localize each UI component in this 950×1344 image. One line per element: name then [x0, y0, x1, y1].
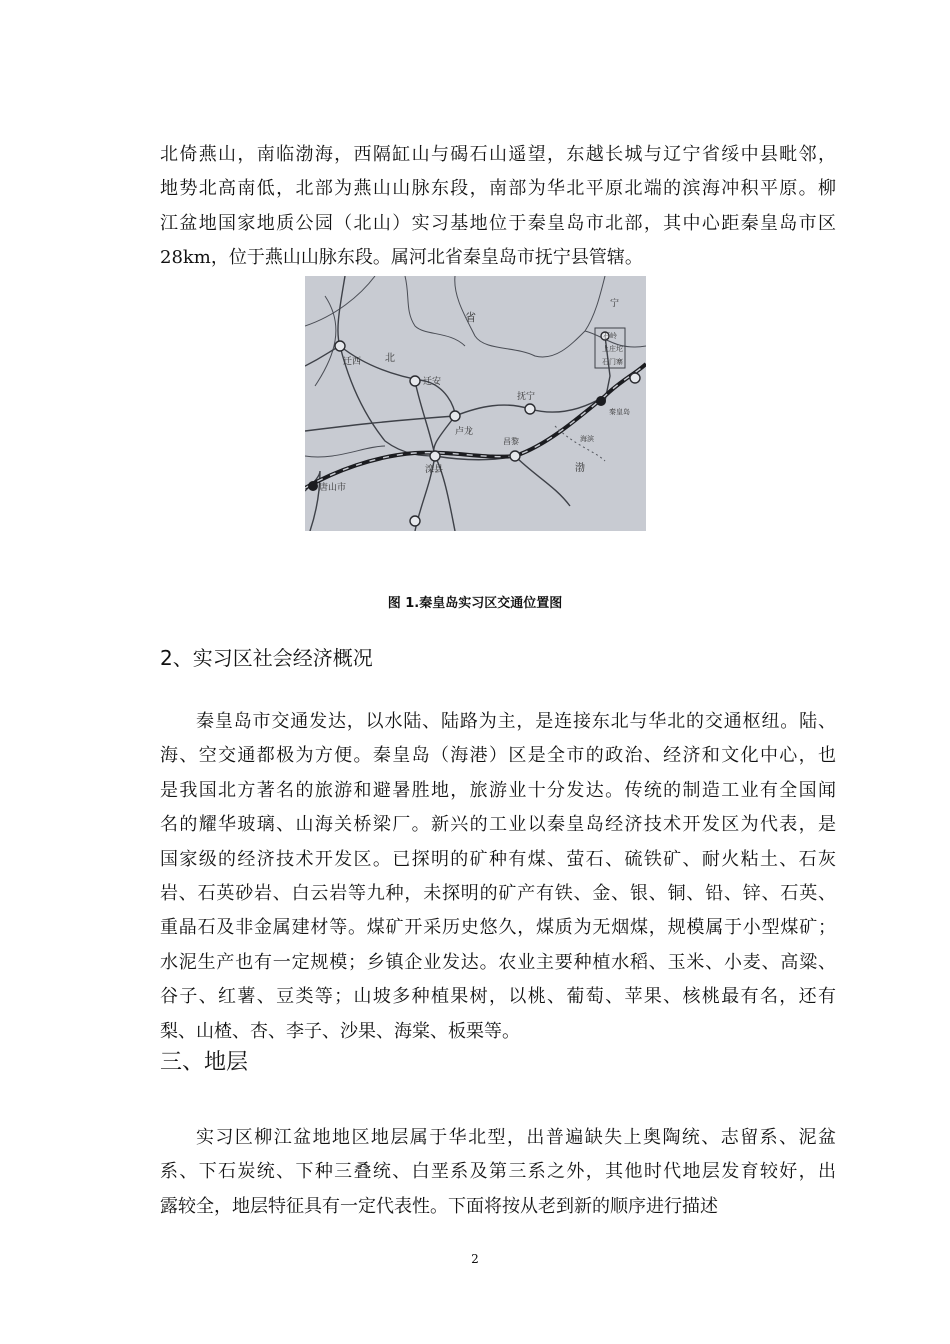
map-label-lulong: 卢龙 [455, 427, 474, 437]
map-label-qianan: 迁安 [423, 377, 442, 387]
map-label-funing: 抚宁 [517, 392, 536, 402]
map-label-ning: 宁 [610, 299, 620, 309]
map-label-bo: 渤 [575, 463, 585, 474]
strata-line-2: 系、下石炭统、下种三叠统、白垩系及第三系之外，其他时代地层发育较好，出 [160, 1161, 836, 1183]
economy-paragraph [160, 705, 836, 1049]
economy-line-6: 岩、石英砂岩、白云岩等九种，未探明的矿产有铁、金、银、铜、铅、锌、石英、 [160, 883, 836, 905]
intro-line-3: 江盆地国家地质公园（北山）实习基地位于秦皇岛市北部，其中心距秦皇岛市区 [160, 212, 836, 234]
map-label-haigang: 海滨 [580, 435, 594, 443]
map-label-luanxian: 滦县 [425, 465, 444, 475]
intro-paragraph [160, 138, 836, 276]
intro-line-4: 28km，位于燕山山脉东段。属河北省秦皇岛市抚宁县管辖。 [160, 247, 643, 269]
economy-line-7: 重晶石及非金属建材等。煤矿开采历史悠久，煤质为无烟煤，规模属于小型煤矿； [160, 917, 836, 939]
economy-line-2: 海、空交通都极为方便。秦皇岛（海港）区是全市的政治、经济和文化中心，也 [160, 745, 836, 767]
intro-line-1: 北倚燕山，南临渤海，西隔缸山与碣石山遥望，东越长城与辽宁省绥中县毗邻， [160, 144, 836, 165]
map-label-sheng: 省 [465, 311, 476, 324]
map-label-shimen: 石门寨 [602, 358, 623, 366]
map-label-qinhuangdao: 秦皇岛 [609, 408, 630, 416]
intro-line-2: 地势北高南低，北部为燕山山脉东段，南部为华北平原北端的滨海冲积平原。柳 [160, 178, 836, 200]
strata-line-3: 露较全，地层特征具有一定代表性。下面将按从老到新的顺序进行描述 [160, 1195, 718, 1217]
section-heading-strata: 三、地层 [160, 1050, 249, 1075]
map-label-shiling: 石岭 [603, 332, 617, 340]
map-label-qianxi: 迁西 [343, 357, 362, 367]
economy-line-8: 水泥生产也有一定规模；乡镇企业发达。农业主要种植水稻、玉米、小麦、高粱、 [160, 951, 836, 973]
map-label-changli: 昌黎 [503, 437, 519, 446]
strata-paragraph [160, 1121, 836, 1224]
figure-caption: 图 1.秦皇岛实习区交通位置图 [387, 596, 563, 611]
economy-line-3: 是我国北方著名的旅游和避暑胜地，旅游业十分发达。传统的制造工业有全国闻 [160, 779, 836, 801]
economy-line-5: 国家级的经济技术开发区。已探明的矿种有煤、萤石、硫铁矿、耐火粘土、石灰 [160, 848, 836, 870]
map-label-bei: 北 [385, 353, 395, 364]
economy-line-9: 谷子、红薯、豆类等；山坡多种植果树，以桃、葡萄、苹果、核桃最有名，还有 [160, 986, 836, 1008]
traffic-location-map [305, 276, 646, 531]
map-label-shangzhuang: 上庄坨 [602, 345, 623, 353]
economy-line-4: 名的耀华玻璃、山海关桥梁厂。新兴的工业以秦皇岛经济技术开发区为代表，是 [160, 814, 836, 836]
economy-line-10: 梨、山楂、杏、李子、沙果、海棠、板栗等。 [160, 1020, 520, 1042]
section-heading-economy: 2、实习区社会经济概况 [160, 646, 373, 670]
tangshan-marker-icon [308, 481, 318, 491]
map-label-tangshan: 唐山市 [319, 483, 347, 493]
qinhuangdao-marker-icon [596, 396, 606, 406]
economy-line-1: 秦皇岛市交通发达，以水陆、陆路为主，是连接东北与华北的交通枢纽。陆、 [196, 711, 836, 732]
map-image [305, 276, 646, 531]
strata-line-1: 实习区柳江盆地地区地层属于华北型，出普遍缺失上奥陶统、志留系、泥盆 [196, 1127, 836, 1148]
page-number: 2 [471, 1252, 479, 1266]
